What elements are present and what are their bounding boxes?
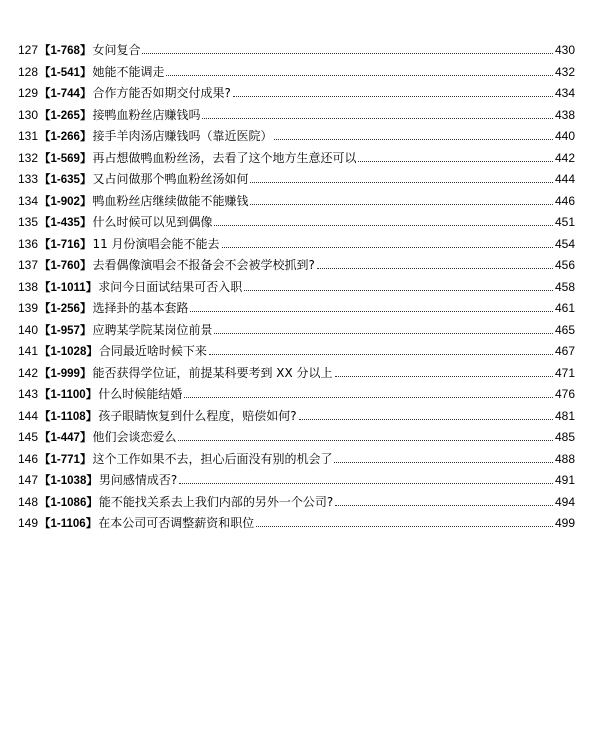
entry-number: 133 xyxy=(18,172,39,186)
entry-code: 【1-768】 xyxy=(39,45,92,57)
dot-leader xyxy=(209,354,553,355)
entry-code: 【1-265】 xyxy=(39,109,92,122)
entry-number: 128 xyxy=(18,64,39,79)
dot-leader xyxy=(179,483,553,484)
toc-entry xyxy=(18,191,575,213)
entry-title: 选择卦的基本套路 xyxy=(92,301,189,315)
entry-page-number: 494 xyxy=(554,494,575,509)
entry-title: 接手羊肉汤店赚钱吗（靠近医院） xyxy=(92,129,273,143)
dot-leader xyxy=(250,204,553,205)
entry-page-number: 488 xyxy=(554,451,575,466)
entry-page-number: 485 xyxy=(554,430,575,444)
entry-code: 【1-744】 xyxy=(39,88,92,100)
entry-page-number: 430 xyxy=(554,43,575,57)
entry-page-number: 454 xyxy=(554,236,575,251)
dot-leader xyxy=(202,118,553,119)
entry-code: 【1-635】 xyxy=(39,174,92,186)
entry-title: 能不能找关系去上我们内部的另外一个公司? xyxy=(98,494,334,509)
entry-page-number: 456 xyxy=(554,258,575,272)
entry-code: 【1-999】 xyxy=(39,367,92,380)
entry-page-number: 442 xyxy=(554,150,575,165)
dot-leader xyxy=(317,268,553,269)
entry-number: 147 xyxy=(18,473,39,487)
entry-code: 【1-266】 xyxy=(39,131,92,143)
entry-title: 应聘某学院某岗位前景 xyxy=(92,322,213,337)
entry-page-number: 481 xyxy=(554,408,575,423)
entry-page-number: 432 xyxy=(554,64,575,79)
entry-code: 【1-541】 xyxy=(39,66,92,79)
dot-leader xyxy=(142,53,553,54)
entry-page-number: 444 xyxy=(554,172,575,186)
toc-entry xyxy=(18,234,575,256)
entry-code: 【1-716】 xyxy=(39,238,92,251)
toc-entry xyxy=(18,320,575,342)
entry-title: 合作方能否如期交付成果? xyxy=(92,86,231,100)
entry-page-number: 440 xyxy=(554,129,575,143)
toc-entry xyxy=(18,105,575,127)
entry-page-number: 446 xyxy=(554,193,575,208)
entry-title: 合同最近啥时候下来 xyxy=(98,344,207,358)
entry-code: 【1-435】 xyxy=(39,217,92,229)
entry-page-number: 471 xyxy=(554,365,575,380)
dot-leader xyxy=(214,333,553,334)
dot-leader xyxy=(250,182,553,183)
entry-title: 求问今日面试结果可否入职 xyxy=(98,279,243,294)
entry-page-number: 434 xyxy=(554,86,575,100)
entry-title: 什么时候可以见到偶像 xyxy=(92,215,213,229)
entry-code: 【1-256】 xyxy=(39,303,92,315)
entry-page-number: 491 xyxy=(554,473,575,487)
entry-code: 【1-1011】 xyxy=(39,281,98,294)
dot-leader xyxy=(166,75,553,76)
entry-number: 127 xyxy=(18,43,39,57)
toc-entry xyxy=(18,83,575,105)
entry-number: 140 xyxy=(18,322,39,337)
dot-leader xyxy=(190,311,553,312)
entry-page-number: 467 xyxy=(554,344,575,358)
entry-title: 11 月份演唱会能不能去 xyxy=(92,236,220,251)
entry-number: 148 xyxy=(18,494,39,509)
entry-code: 【1-1038】 xyxy=(39,475,98,487)
dot-leader xyxy=(335,505,553,506)
dot-leader xyxy=(358,161,553,162)
dot-leader xyxy=(222,247,553,248)
toc-entry xyxy=(18,212,575,234)
entry-number: 135 xyxy=(18,215,39,229)
entry-code: 【1-771】 xyxy=(39,453,92,466)
entry-number: 143 xyxy=(18,387,39,401)
toc-entry xyxy=(18,363,575,385)
entry-page-number: 451 xyxy=(554,215,575,229)
dot-leader xyxy=(244,290,553,291)
entry-page-number: 438 xyxy=(554,107,575,122)
dot-leader xyxy=(233,96,553,97)
entry-code: 【1-447】 xyxy=(39,432,92,444)
entry-code: 【1-902】 xyxy=(39,195,92,208)
entry-number: 130 xyxy=(18,107,39,122)
entry-code: 【1-957】 xyxy=(39,324,92,337)
entry-number: 136 xyxy=(18,236,39,251)
entry-title: 去看偶像演唱会不报备会不会被学校抓到? xyxy=(92,258,315,272)
entry-title: 能否获得学位证，前提某科要考到 XX 分以上 xyxy=(92,365,333,380)
entry-page-number: 461 xyxy=(554,301,575,315)
entry-title: 又占问做那个鸭血粉丝汤如何 xyxy=(92,172,249,186)
dot-leader xyxy=(334,462,553,463)
entry-code: 【1-569】 xyxy=(39,152,92,165)
toc-entry xyxy=(18,341,575,363)
toc-entry xyxy=(18,277,575,299)
entry-number: 145 xyxy=(18,430,39,444)
entry-number: 131 xyxy=(18,129,39,143)
dot-leader xyxy=(256,526,553,527)
toc-entry xyxy=(18,492,575,514)
dot-leader xyxy=(335,376,553,377)
entry-number: 141 xyxy=(18,344,39,358)
toc-entry xyxy=(18,406,575,428)
entry-number: 144 xyxy=(18,408,39,423)
toc-entry xyxy=(18,427,575,449)
entry-code: 【1-760】 xyxy=(39,260,92,272)
toc-entry xyxy=(18,470,575,492)
entry-page-number: 499 xyxy=(554,516,575,530)
toc-entry xyxy=(18,449,575,471)
entry-title: 他们会谈恋爱么 xyxy=(92,430,177,444)
entry-code: 【1-1100】 xyxy=(39,389,98,401)
entry-number: 146 xyxy=(18,451,39,466)
toc-entry xyxy=(18,40,575,62)
toc-entry xyxy=(18,513,575,535)
toc-entry xyxy=(18,169,575,191)
dot-leader xyxy=(178,440,553,441)
entry-title: 什么时候能结婚 xyxy=(98,387,183,401)
entry-code: 【1-1106】 xyxy=(39,518,98,530)
entry-title: 在本公司可否调整薪资和职位 xyxy=(98,516,255,530)
entry-title: 接鸭血粉丝店赚钱吗 xyxy=(92,107,201,122)
dot-leader xyxy=(184,397,553,398)
entry-title: 再占想做鸭血粉丝汤，去看了这个地方生意还可以 xyxy=(92,150,357,165)
toc-entry xyxy=(18,298,575,320)
toc-entry xyxy=(18,255,575,277)
toc-entry xyxy=(18,148,575,170)
entry-number: 142 xyxy=(18,365,39,380)
entry-code: 【1-1086】 xyxy=(39,496,98,509)
dot-leader xyxy=(299,419,553,420)
entry-number: 139 xyxy=(18,301,39,315)
entry-number: 137 xyxy=(18,258,39,272)
dot-leader xyxy=(214,225,553,226)
entry-code: 【1-1028】 xyxy=(39,346,98,358)
dot-leader xyxy=(274,139,553,140)
entry-title: 男问感情成否? xyxy=(98,473,178,487)
entry-number: 129 xyxy=(18,86,39,100)
entry-title: 鸭血粉丝店继续做能不能赚钱 xyxy=(92,193,249,208)
entry-title: 孩子眼睛恢复到什么程度，赔偿如何? xyxy=(98,408,297,423)
entry-page-number: 476 xyxy=(554,387,575,401)
entry-number: 138 xyxy=(18,279,39,294)
toc-entry xyxy=(18,384,575,406)
entry-page-number: 458 xyxy=(554,279,575,294)
entry-number: 134 xyxy=(18,193,39,208)
entry-title: 她能不能调走 xyxy=(92,64,165,79)
table-of-contents xyxy=(18,40,575,535)
entry-number: 149 xyxy=(18,516,39,530)
toc-entry xyxy=(18,126,575,148)
entry-title: 女问复合 xyxy=(92,43,141,57)
entry-code: 【1-1108】 xyxy=(39,410,98,423)
entry-title: 这个工作如果不去，担心后面没有别的机会了 xyxy=(92,451,333,466)
toc-entry xyxy=(18,62,575,84)
entry-page-number: 465 xyxy=(554,322,575,337)
entry-number: 132 xyxy=(18,150,39,165)
